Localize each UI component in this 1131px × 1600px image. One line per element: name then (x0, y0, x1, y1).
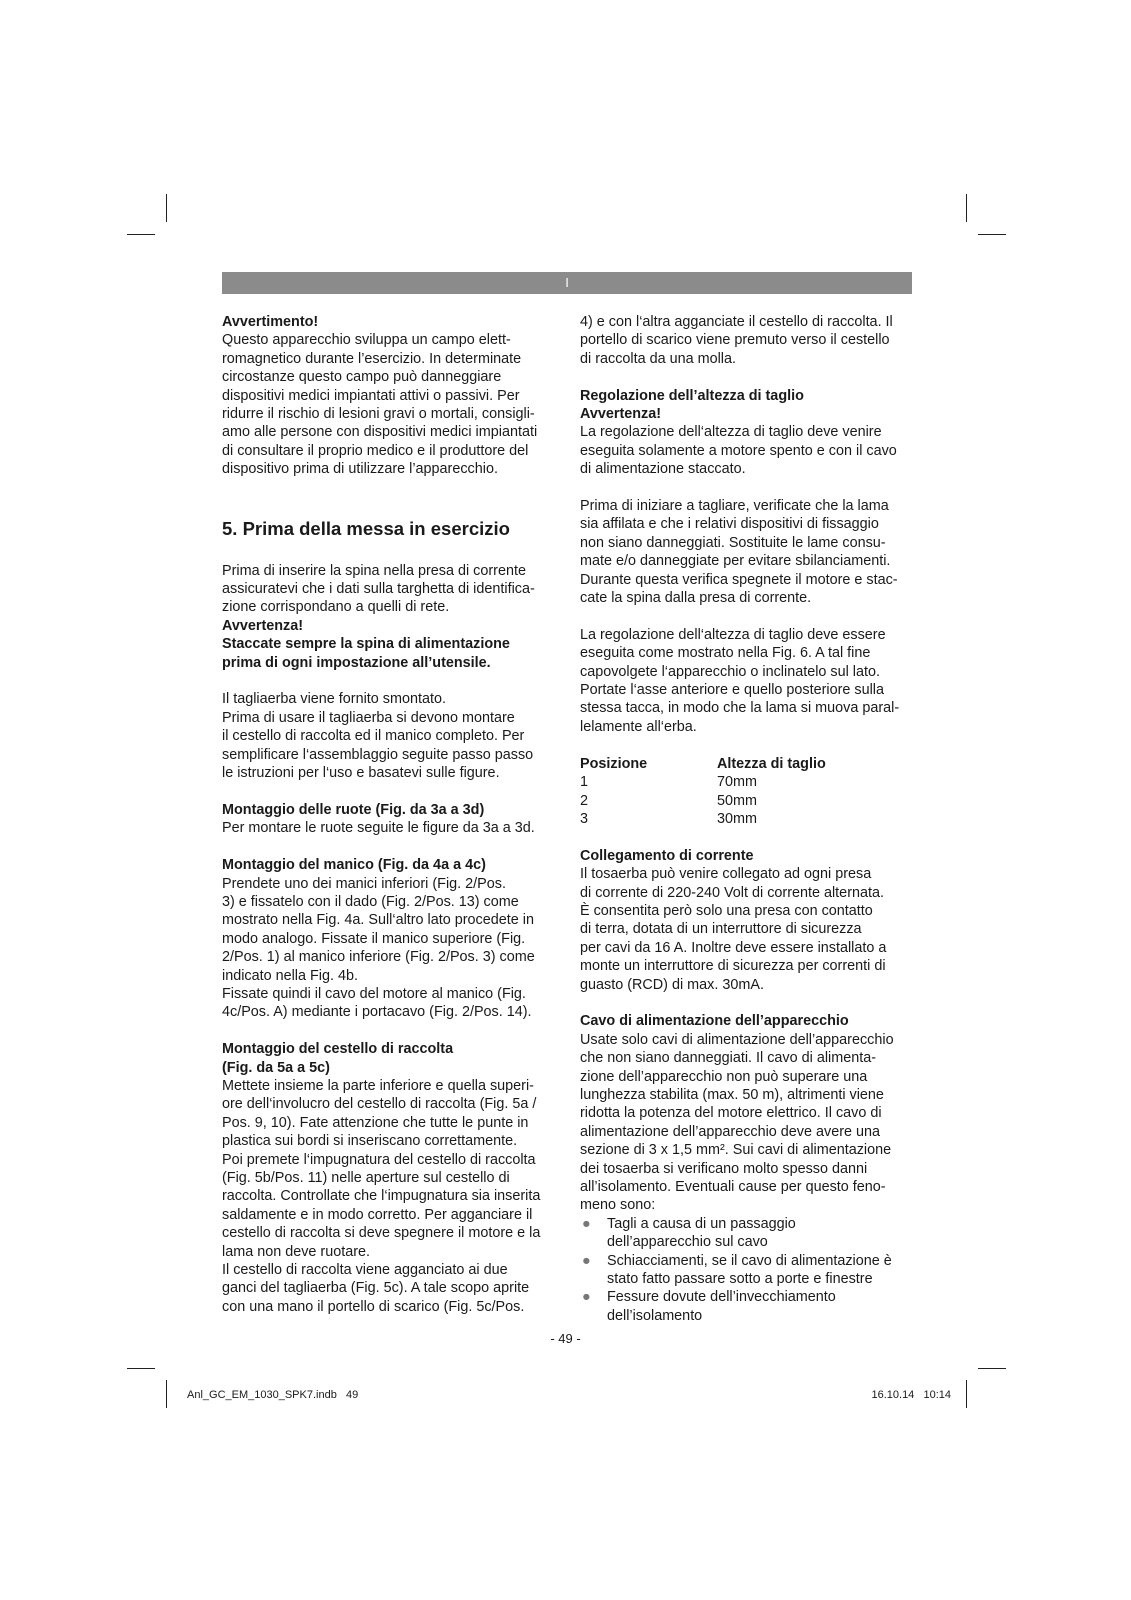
crop-mark (166, 1380, 167, 1408)
table-cell-height: 50mm (717, 792, 757, 809)
crop-mark (966, 1380, 967, 1408)
crop-mark (978, 234, 1006, 235)
height-warning-title: Avvertenza! (580, 406, 662, 423)
basket-title: Montaggio del cestello di raccolta (Fig. da 5a a 5c) (222, 1041, 454, 1076)
table-header-position: Posizione (580, 755, 648, 772)
right-column (580, 313, 913, 1325)
warning-title: Avvertimento! (222, 314, 319, 330)
handle-title: Montaggio del manico (Fig. da 4a a 4c) (222, 857, 486, 874)
height-warning-text: La regolazione dell‘altezza di taglio deve venire eseguita solamente a motore spento e con il cavo di alimentazione staccato. (580, 424, 897, 478)
cable-title: Cavo di alimentazione dell’apparecchio (580, 1013, 849, 1030)
table-cell-height: 30mm (717, 810, 757, 827)
continued-text: 4) e con l‘altra agganciate il cestello di raccolta. Il portello di scarico viene premuto verso il cestello di raccolta da una molla. (580, 314, 893, 367)
crop-mark (978, 1368, 1006, 1369)
page-number: - 49 - (550, 1331, 581, 1346)
section-title: 5. Prima della messa in esercizio (222, 517, 510, 539)
table-row (580, 773, 913, 791)
language-bar (222, 272, 912, 294)
assembly-text: Il tagliaerba viene fornito smontato. Prima di usare il tagliaerba si devono montare il cestello di raccolta ed il manico completo. Per semplificare l‘assemblaggio seguite passo passo le istruzioni per l‘uso e basatevi sulle figure. (222, 691, 534, 782)
wheels-text: Per montare le ruote seguite le figure da 3a a 3d. (222, 820, 535, 837)
power-text: Il tosaerba può venire collegato ad ogni presa di corrente di 220-240 Volt di corrente alternata. È consentita però solo una presa con contatto di terra, dotata di un interruttore di sicurezza per cavi da 16 A. Inoltre deve essere installato a monte un interruttore di sicurezza per correnti di guasto (RCD) di max. 30mA. (580, 866, 887, 993)
crop-mark (966, 194, 967, 222)
language-label: I (565, 275, 569, 290)
handle-text: Prendete uno dei manici inferiori (Fig. 2/Pos. 3) e fissatelo con il dado (Fig. 2/Pos. 13) come mostrato nella Fig. 4a. Sull‘altro lato procedete in modo analogo. Fissate il manico superiore (Fig. 2/Pos. 1) al manico inferiore (Fig. 2/Pos. 3) come indicato nella Fig. 4b. Fissate quindi il cavo del motore al manico (Fig. 4c/Pos. A) mediante i portacavo (Fig. 2/Pos. 14). (222, 875, 535, 1021)
list-item: ● Fessure dovute dell’invecchiamento dell’isolamento (582, 1289, 836, 1324)
cause-list (580, 1215, 913, 1325)
crop-mark (127, 1368, 155, 1369)
left-column (222, 313, 555, 1316)
attention-text: Staccate sempre la spina di alimentazione prima di ogni impostazione all’utensile. (222, 636, 510, 671)
list-item: ● Tagli a causa di un passaggio dell’apparecchio sul cavo (582, 1215, 796, 1251)
attention-title: Avvertenza! (222, 617, 304, 634)
bullet-icon: ● (582, 1215, 591, 1232)
table-row (580, 792, 913, 810)
table-cell-position: 1 (580, 774, 589, 791)
bullet-icon: ● (582, 1252, 591, 1269)
power-title: Collegamento di corrente (580, 847, 754, 864)
blade-check-text: Prima di iniziare a tagliare, verificate che la lama sia affilata e che i relativi dispositivi di fissaggio non siano danneggiati. Sostituite le lame consu- mate e/o danneggiate per evitare sbilanciamenti. Durante questa verifica spegnete il motore e stac- cate la spina dalla presa di corrente. (580, 498, 898, 607)
intro-text: Prima di inserire la spina nella presa di corrente assicuratevi che i dati sulla targhetta di identifica- zione corrispondano a quelli di rete. (222, 562, 535, 616)
crop-mark (166, 194, 167, 222)
bullet-icon: ● (582, 1289, 591, 1306)
cable-text: Usate solo cavi di alimentazione dell’apparecchio che non siano danneggiati. Il cavo di alimenta- zione dell’apparecchio non può superare una lunghezza stabilita (max. 50 m), altrimenti viene ridotta la potenza del motore elettrico. Il cavo di alimentazione dell’apparecchio deve avere una sezione di 3 x 1,5 mm². Sui cavi di alimentazione dei tosaerba si verificano molto spesso danni all’isolamento. Eventuali cause per questo feno- meno sono: (580, 1031, 894, 1214)
table-header-row (580, 755, 913, 773)
height-table (580, 755, 913, 829)
footer-date-time: 16.10.14 10:14 (871, 1389, 951, 1401)
height-title: Regolazione dell’altezza di taglio (580, 387, 804, 404)
table-header-height: Altezza di taglio (717, 755, 826, 772)
table-cell-position: 3 (580, 810, 589, 827)
warning-text: Questo apparecchio sviluppa un campo elett- romagnetico durante l’esercizio. In determinate circostanze questo campo può danneggiare dispositivi medici impiantati attivi o passivi. Per ridurre il rischio di lesioni gravi o mortali, consigli- amo alle persone con dispositivi medici impiantati di consultare il proprio medico e il produttore del dispositivo prima di utilizzare l’apparecchio. (222, 332, 538, 478)
wheels-title: Montaggio delle ruote (Fig. da 3a a 3d) (222, 801, 485, 818)
table-cell-position: 2 (580, 792, 589, 809)
footer-file-name: Anl_GC_EM_1030_SPK7.indb 49 (187, 1389, 359, 1401)
adjust-text: La regolazione dell‘altezza di taglio deve essere eseguita come mostrato nella Fig. 6. A tal fine capovolgete l‘apparecchio o inclinatelo sul lato. Portate l‘asse anteriore e quello posteriore sulla stessa tacca, in modo che la lama si muova paral- lelamente all‘erba. (580, 626, 900, 735)
list-item: ● Schiacciamenti, se il cavo di alimentazione è stato fatto passare sotto a porte e finestre (582, 1252, 892, 1288)
table-cell-height: 70mm (717, 774, 757, 791)
crop-mark (127, 234, 155, 235)
basket-text: Mettete insieme la parte inferiore e quella superi- ore dell‘involucro del cestello di raccolta (Fig. 5a / Pos. 9, 10). Fate attenzione che tutte le punte in plastica sui bordi si inseriscano correttamente. Poi premete l‘impugnatura del cestello di raccolta (Fig. 5b/Pos. 11) nelle aperture sul cestello di raccolta. Controllate che l‘impugnatura sia inserita saldamente e in modo corretto. Per agganciare il cestello di raccolta si deve spegnere il motore e la lama non deve ruotare. Il cestello di raccolta viene agganciato ai due ganci del tagliaerba (Fig. 5c). A tale scopo aprite con una mano il portello di scarico (Fig. 5c/Pos. (222, 1077, 541, 1315)
table-row (580, 810, 913, 828)
